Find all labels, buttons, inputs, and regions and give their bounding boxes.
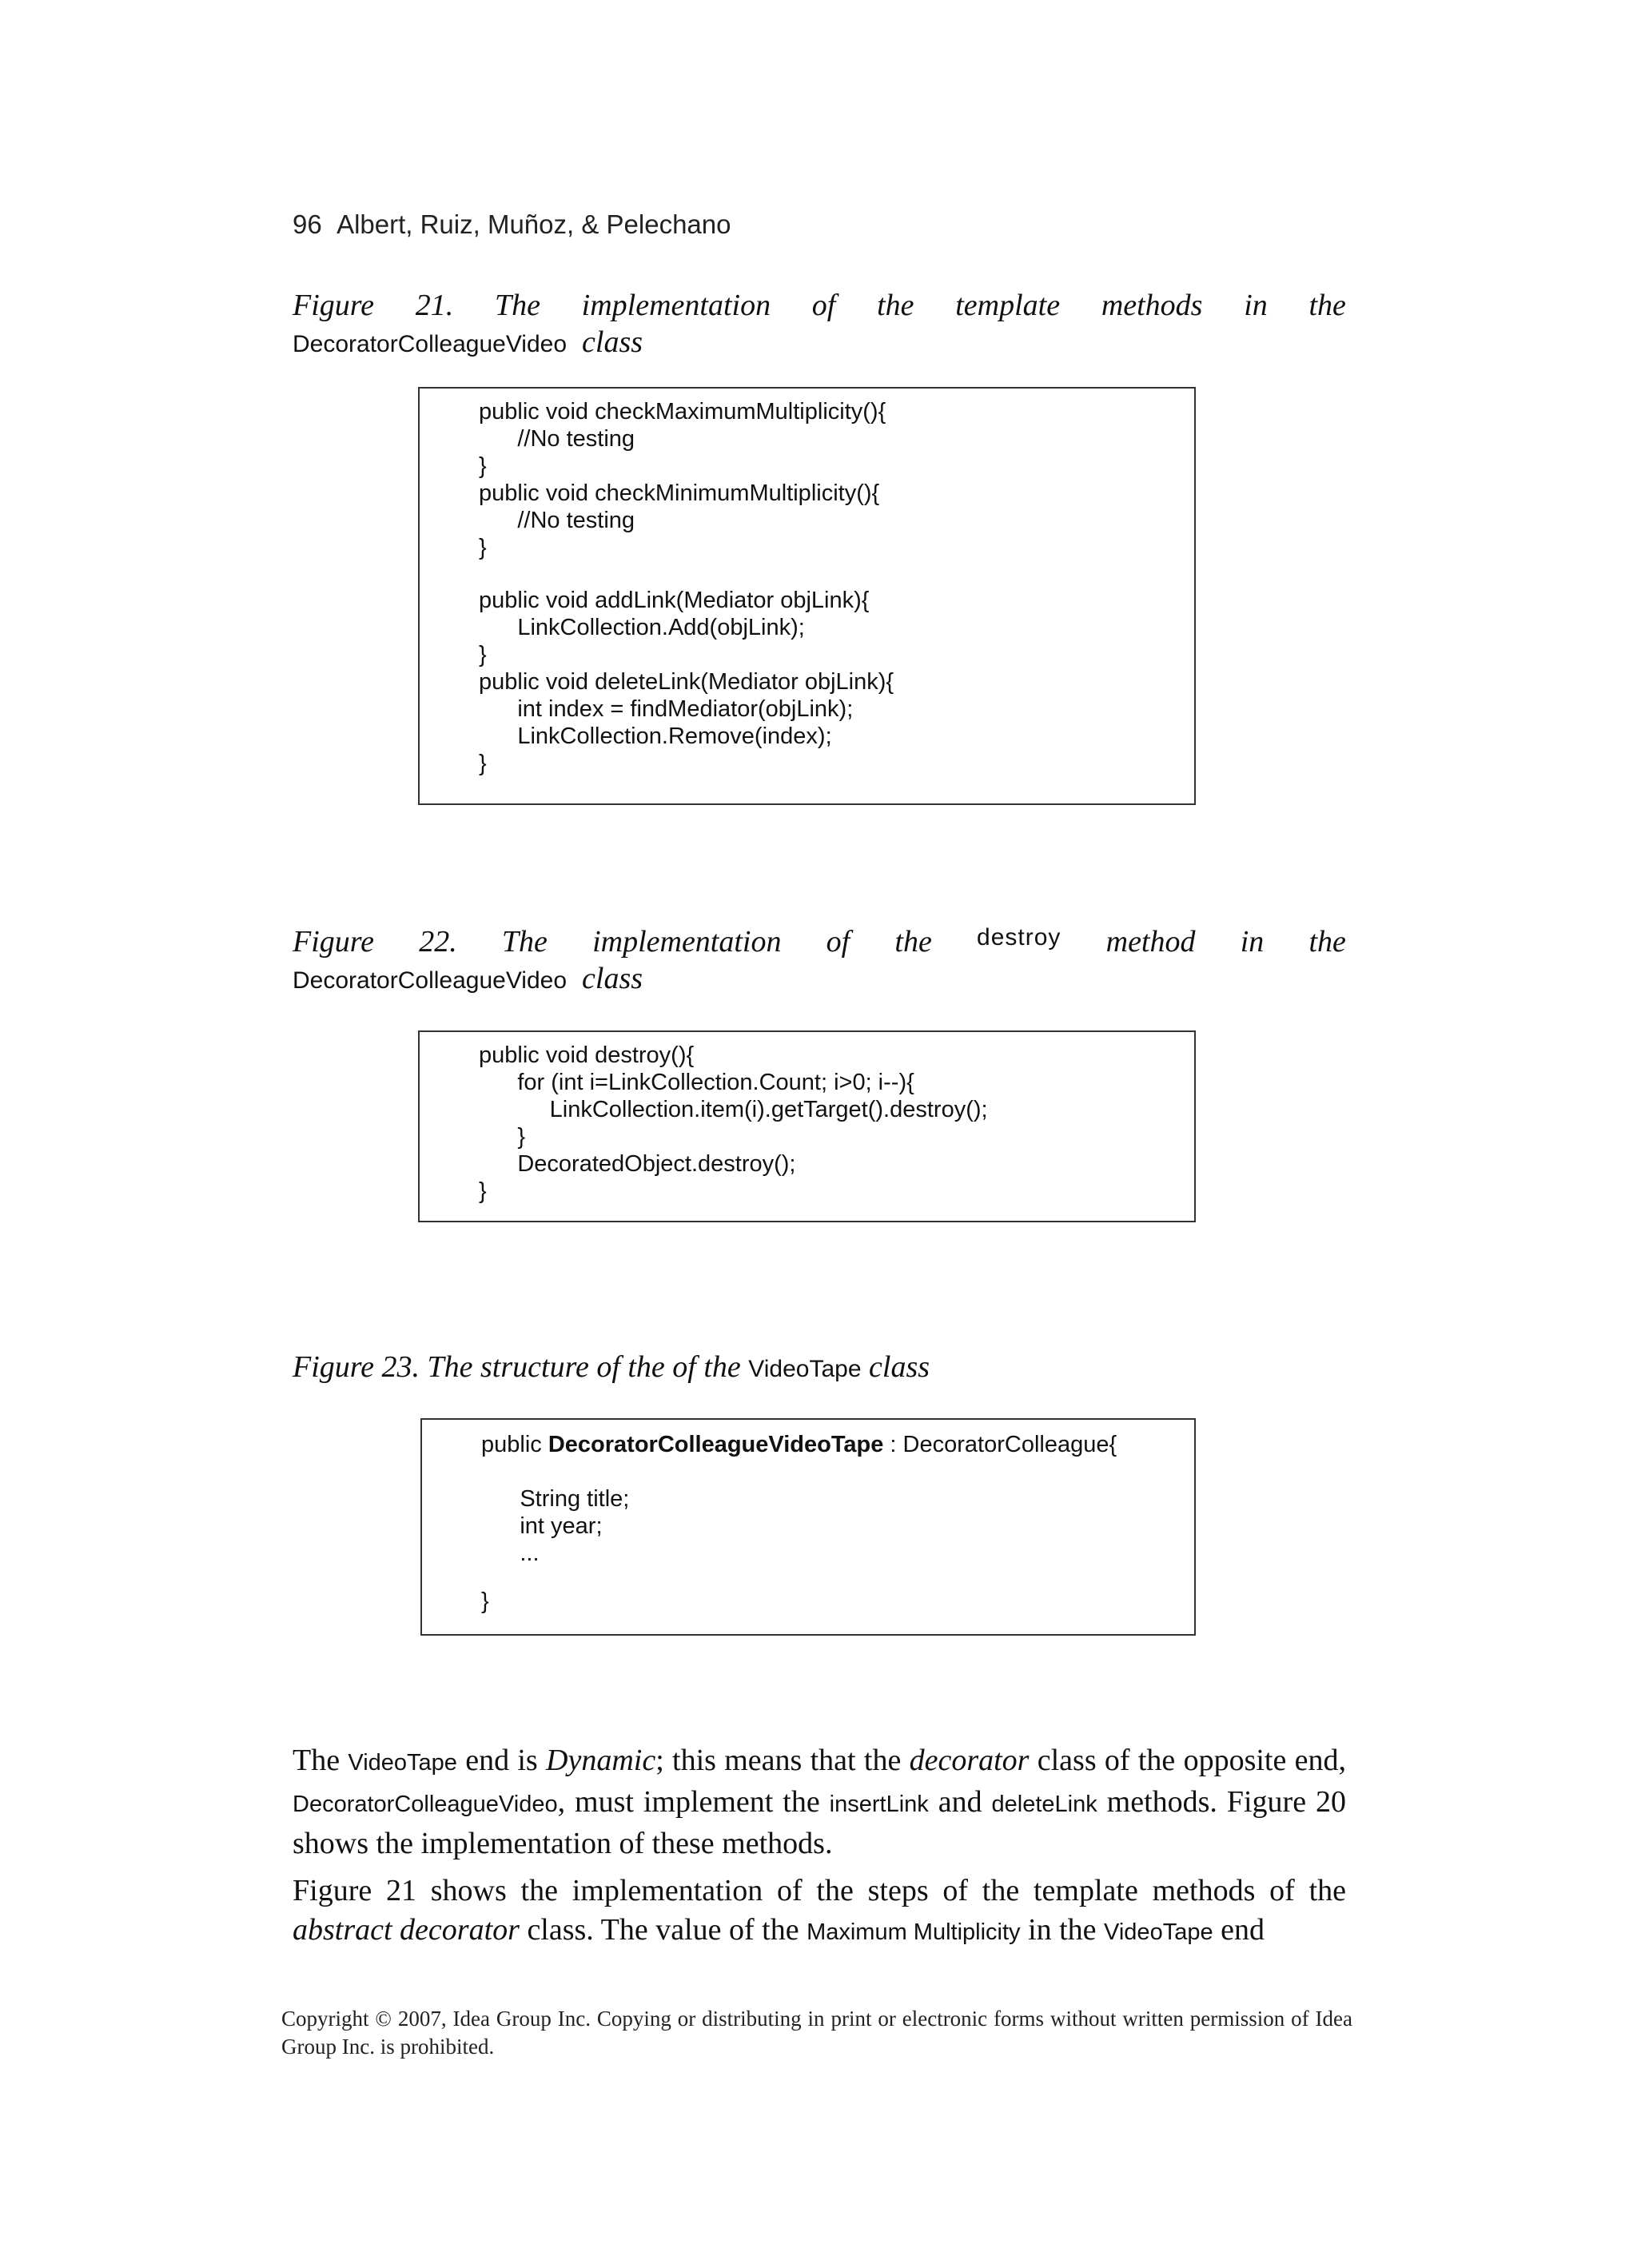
- caption-class-name: DecoratorColleagueVideo: [293, 331, 568, 357]
- text: class of the opposite end,: [1029, 1744, 1346, 1777]
- code-line: public void deleteLink(Mediator objLink){: [479, 669, 894, 695]
- caption-word: template: [955, 289, 1061, 322]
- text: class. The value of the: [519, 1913, 807, 1947]
- code-line: int index = findMediator(objLink);: [479, 696, 854, 722]
- body-text: [293, 1741, 1346, 1960]
- figure-22-caption-line1: [293, 924, 1346, 959]
- caption-word: in: [1240, 925, 1265, 959]
- caption-word: implementation: [581, 289, 771, 322]
- figure-23-code-box: [420, 1418, 1196, 1636]
- caption-word: of: [811, 289, 836, 322]
- code-line: }: [479, 751, 487, 776]
- caption-word: Figure: [293, 925, 375, 959]
- page-number: 96: [293, 209, 322, 239]
- inline-code: insertLink: [829, 1792, 929, 1817]
- caption-word: in: [1244, 289, 1268, 322]
- code-line: LinkCollection.Remove(index);: [479, 723, 832, 749]
- code-line: int year;: [481, 1513, 603, 1539]
- code-line: String title;: [481, 1486, 630, 1512]
- code-line-declaration: [481, 1431, 1117, 1458]
- text: methods. Figure 20 shows the implementation of these methods.: [293, 1785, 1347, 1860]
- code-line: LinkCollection.Add(objLink);: [479, 615, 805, 640]
- text: end is: [456, 1744, 547, 1777]
- figure-21-caption-line1: [293, 288, 1346, 323]
- code-extends: : DecoratorColleague{: [883, 1432, 1117, 1457]
- figure-22-code-box: [418, 1030, 1196, 1222]
- code-line: LinkCollection.item(i).getTarget().destroy();: [479, 1097, 988, 1122]
- code-line: ...: [481, 1541, 540, 1566]
- code-line: public void checkMaximumMultiplicity(){: [479, 399, 886, 425]
- code-line: for (int i=LinkCollection.Count; i>0; i--){: [479, 1070, 914, 1095]
- caption-word: 21.: [415, 289, 454, 322]
- code-line: public void addLink(Mediator objLink){: [479, 588, 870, 613]
- paragraph: [293, 1741, 1346, 1863]
- caption-word: The: [494, 289, 540, 322]
- text: ; this means that the: [655, 1744, 910, 1777]
- inline-code: deleteLink: [991, 1792, 1097, 1817]
- inline-code: DecoratorColleagueVideo: [293, 1792, 558, 1817]
- caption-word: the: [894, 925, 932, 959]
- code-line: }: [479, 535, 487, 560]
- caption-word: methods: [1101, 289, 1203, 322]
- paragraph: [293, 1871, 1346, 1952]
- text: end: [1213, 1913, 1265, 1947]
- running-header: [293, 209, 731, 240]
- text: , must implement the: [557, 1785, 830, 1819]
- caption-text: Figure 23. The structure of the of the: [293, 1350, 741, 1384]
- caption-method-name: destroy: [977, 924, 1061, 951]
- figure-21-code-box: [418, 387, 1196, 805]
- text: Figure 21 shows the implementation of the steps of the template methods of the: [293, 1874, 1346, 1907]
- figure-22-caption: [293, 924, 1346, 996]
- caption-word: class: [582, 962, 643, 995]
- header-authors: Albert, Ruiz, Muñoz, & Pelechano: [337, 209, 731, 239]
- figure-21-caption: [293, 288, 1346, 360]
- code-line: }: [479, 1124, 526, 1150]
- code-line: }: [481, 1588, 489, 1614]
- code-line: //No testing: [479, 508, 635, 533]
- code-line: public void checkMinimumMultiplicity(){: [479, 480, 880, 506]
- emphasis: Dynamic: [546, 1744, 656, 1777]
- text: in the: [1020, 1913, 1105, 1947]
- figure-23-caption: [293, 1349, 1346, 1385]
- caption-word: Figure: [293, 289, 375, 322]
- caption-word: class: [582, 325, 643, 359]
- code-line: public void destroy(){: [479, 1042, 695, 1068]
- caption-word: 22.: [419, 925, 457, 959]
- text: The: [293, 1744, 349, 1777]
- caption-word: of: [826, 925, 850, 959]
- copyright-notice: Copyright © 2007, Idea Group Inc. Copying or distributing in print or electronic forms without written permission of Idea Group Inc. is prohibited.: [281, 2007, 1352, 2059]
- emphasis: abstract decorator: [293, 1913, 520, 1947]
- inline-code: Maximum Multiplicity: [807, 1919, 1021, 1945]
- code-line: //No testing: [479, 426, 635, 452]
- inline-code: VideoTape: [1104, 1919, 1213, 1945]
- caption-word: the: [1308, 925, 1346, 959]
- code-class-name: DecoratorColleagueVideoTape: [548, 1432, 884, 1457]
- code-line: }: [479, 642, 487, 668]
- caption-word: the: [1308, 289, 1346, 322]
- code-line: }: [479, 453, 487, 479]
- caption-word: the: [877, 289, 914, 322]
- code-line: }: [479, 1178, 487, 1204]
- caption-class-name: DecoratorColleagueVideo: [293, 967, 568, 994]
- code-line: DecoratedObject.destroy();: [479, 1151, 796, 1177]
- caption-class-name: VideoTape: [748, 1356, 862, 1382]
- code-keyword: public: [481, 1432, 548, 1457]
- inline-code: VideoTape: [348, 1750, 457, 1776]
- caption-word: The: [501, 925, 548, 959]
- caption-word: class: [869, 1350, 930, 1384]
- caption-word: method: [1105, 925, 1196, 959]
- text: and: [928, 1785, 992, 1819]
- caption-word: implementation: [592, 925, 782, 959]
- emphasis: decorator: [909, 1744, 1030, 1777]
